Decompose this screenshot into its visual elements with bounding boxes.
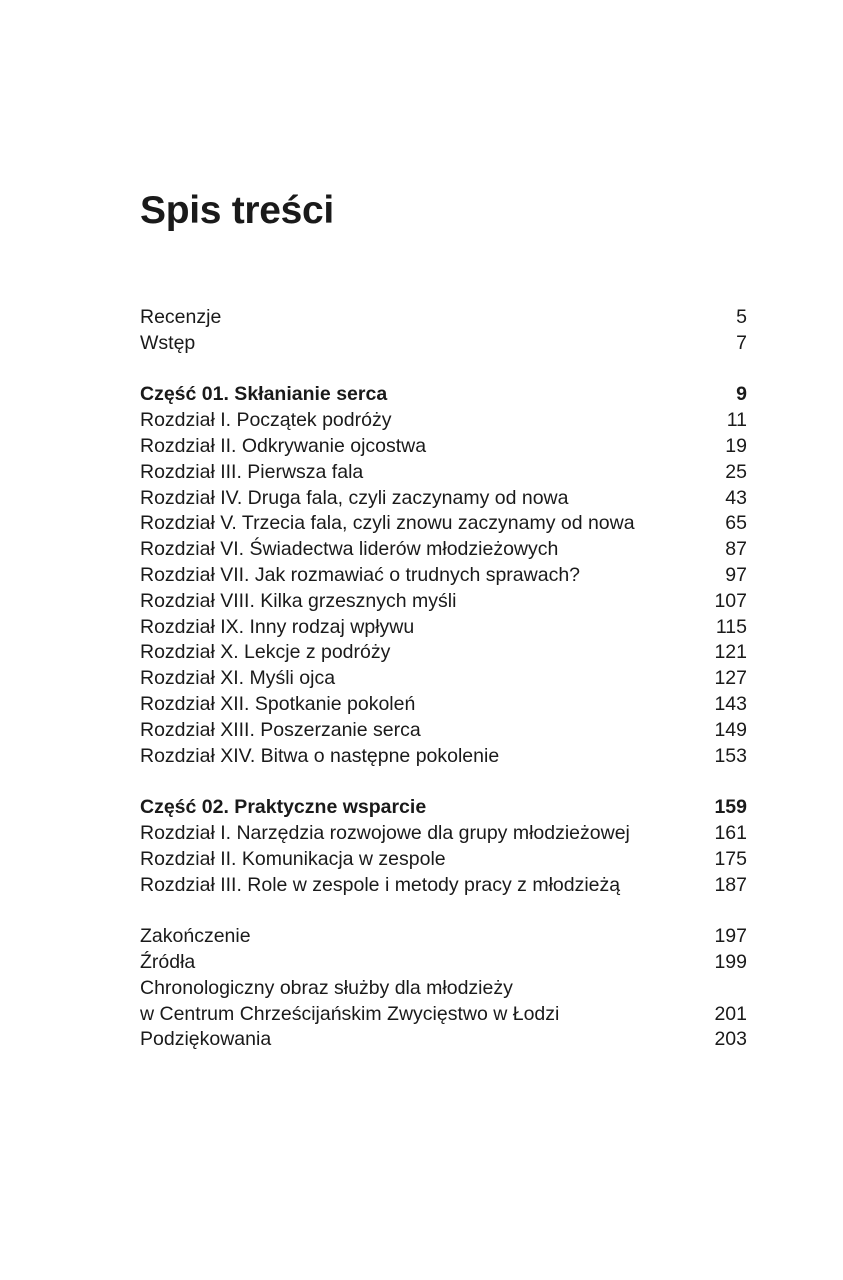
toc-entry (140, 873, 747, 899)
toc-section (140, 382, 747, 769)
page-number: 87 (725, 538, 747, 561)
toc-entry (140, 847, 747, 873)
toc-entry (140, 434, 747, 460)
toc-entry (140, 460, 747, 486)
page-number: 5 (736, 306, 747, 328)
entry-title: Rozdział VIII. Kilka grzesznych myśli (140, 589, 457, 612)
toc-entry (140, 408, 747, 434)
entry-title: Rozdział XII. Spotkanie pokoleń (140, 692, 416, 715)
page-number: 187 (714, 873, 747, 896)
page-number: 161 (714, 821, 747, 844)
toc-entry (140, 486, 747, 512)
toc-section (140, 924, 747, 1053)
entry-title: Zakończenie (140, 925, 251, 948)
entry-title: Rozdział I. Początek podróży (140, 409, 392, 432)
entry-title: Podziękowania (140, 1028, 272, 1051)
part-title: Część 02. Praktyczne wsparcie (140, 796, 427, 819)
toc-entry (140, 950, 747, 976)
part-title: Część 01. Skłanianie serca (140, 383, 388, 406)
page-number: 199 (714, 950, 747, 973)
toc-entry (140, 976, 747, 1002)
page-number: 159 (714, 796, 747, 819)
toc-entry (140, 589, 747, 615)
page-number: 97 (725, 563, 747, 586)
toc-section (140, 795, 747, 898)
toc-entry (140, 821, 747, 847)
entry-title: Rozdział IV. Druga fala, czyli zaczynamy od nowa (140, 486, 569, 509)
entry-title: Rozdział XI. Myśli ojca (140, 667, 336, 690)
page-number: 25 (725, 460, 747, 483)
page-number: 201 (714, 1002, 747, 1025)
toc-entry (140, 563, 747, 589)
page-number: 7 (736, 331, 747, 354)
page-number: 11 (726, 409, 747, 432)
toc-entry (140, 331, 747, 357)
entry-title: Rozdział VII. Jak rozmawiać o trudnych sprawach? (140, 563, 581, 586)
entry-title: Rozdział I. Narzędzia rozwojowe dla grupy młodzieżowej (140, 821, 630, 844)
page-number: 153 (714, 744, 747, 767)
entry-title: Rozdział III. Role w zespole i metody pracy z młodzieżą (140, 873, 621, 896)
entry-title: Wstęp (140, 331, 196, 354)
page-number: 19 (725, 434, 747, 457)
toc-entry (140, 511, 747, 537)
entry-title: Chronologiczny obraz służby dla młodzieży (140, 976, 513, 999)
entry-title: Rozdział II. Odkrywanie ojcostwa (140, 434, 427, 457)
toc-entry (140, 692, 747, 718)
toc-entry (140, 924, 747, 950)
toc-part-heading (140, 795, 747, 821)
page-number: 121 (714, 641, 747, 664)
page-number: 115 (715, 615, 747, 638)
entry-title: Rozdział V. Trzecia fala, czyli znowu zaczynamy od nowa (140, 512, 635, 535)
page-number: 143 (714, 692, 747, 715)
page-title: Spis treści (140, 189, 334, 232)
entry-title: Rozdział III. Pierwsza fala (140, 460, 364, 483)
toc-section (140, 305, 747, 357)
toc-entry (140, 305, 747, 331)
page-number: 149 (714, 718, 747, 741)
table-of-contents (140, 305, 747, 1079)
page-number: 197 (714, 925, 747, 948)
toc-entry (140, 1002, 747, 1028)
entry-title: Rozdział II. Komunikacja w zespole (140, 847, 446, 870)
entry-title: Rozdział XIII. Poszerzanie serca (140, 718, 421, 741)
page-number: 43 (725, 486, 747, 509)
entry-title: Źródła (140, 950, 196, 973)
page-number: 65 (725, 512, 747, 535)
page-number: 9 (736, 383, 747, 406)
page-number: 107 (714, 589, 747, 612)
toc-part-heading (140, 382, 747, 408)
entry-title: Rozdział XIV. Bitwa o następne pokolenie (140, 744, 500, 767)
page-number: 203 (714, 1028, 747, 1051)
entry-title: Recenzje (140, 306, 222, 328)
toc-entry (140, 1027, 747, 1053)
toc-entry (140, 615, 747, 641)
entry-title: w Centrum Chrześcijańskim Zwycięstwo w Łodzi (140, 1002, 560, 1025)
entry-title: Rozdział IX. Inny rodzaj wpływu (140, 615, 415, 638)
entry-title: Rozdział VI. Świadectwa liderów młodzieżowych (140, 538, 559, 561)
page-number: 127 (714, 667, 747, 690)
entry-title: Rozdział X. Lekcje z podróży (140, 641, 391, 664)
toc-entry (140, 640, 747, 666)
toc-entry (140, 666, 747, 692)
page-number: 175 (714, 847, 747, 870)
toc-entry (140, 744, 747, 770)
toc-entry (140, 537, 747, 563)
toc-entry (140, 718, 747, 744)
